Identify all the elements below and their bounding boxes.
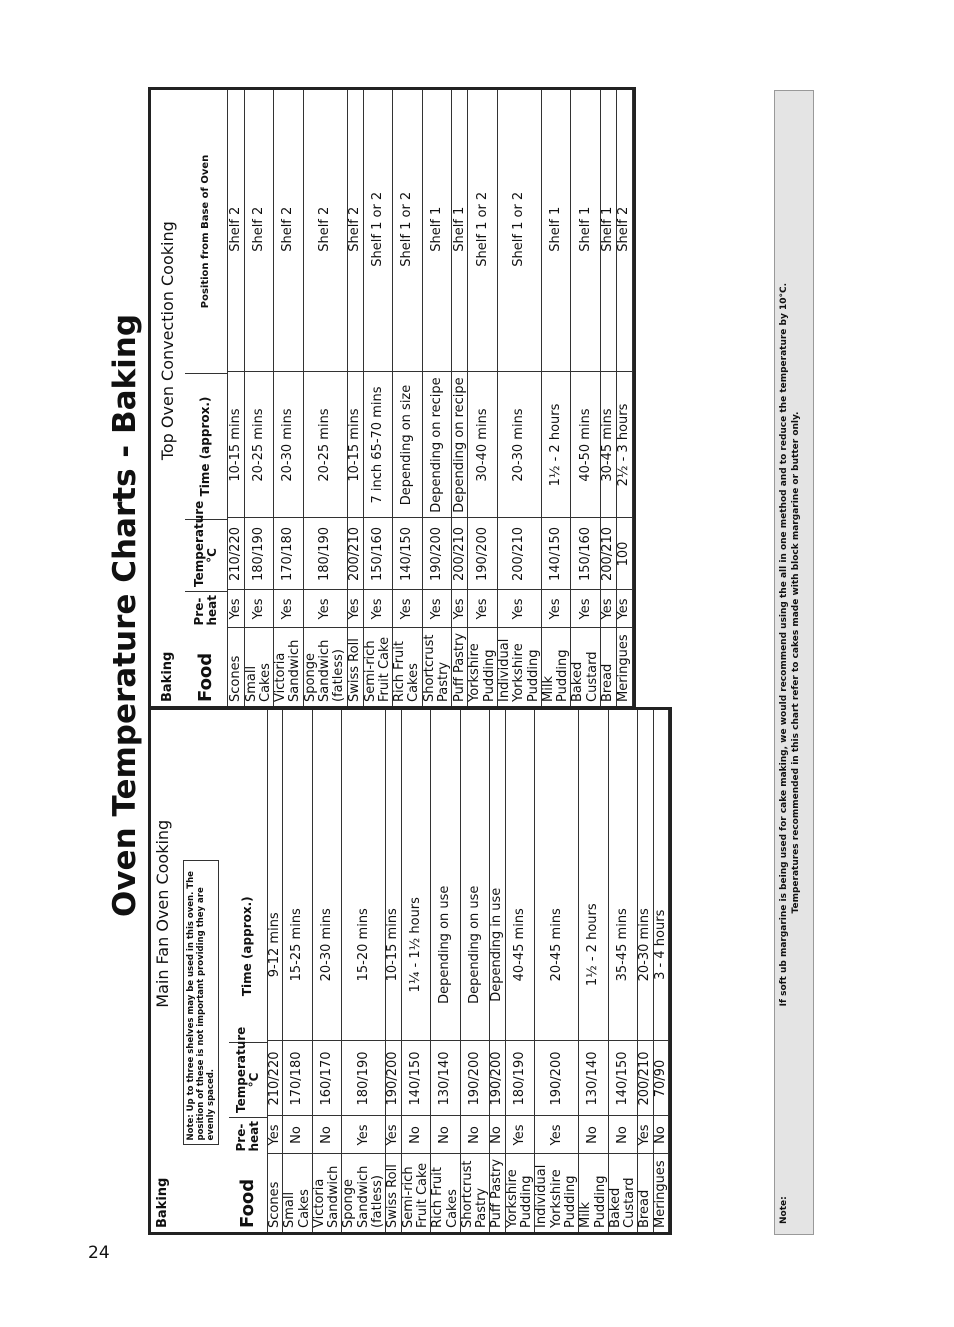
table-row <box>422 87 452 706</box>
position-header: Position from Base of Oven <box>185 88 228 373</box>
food-cell: Swiss Roll <box>347 628 363 706</box>
food-cell: Shortcrust Pastry <box>422 628 452 706</box>
temp-cell: 200/210 <box>497 518 541 590</box>
preheat-cell: No <box>283 1116 313 1154</box>
table-row <box>244 87 274 706</box>
food-cell: Individual Yorkshire Pudding <box>535 1154 579 1232</box>
shelf-cell: Shelf 1 or 2 <box>363 87 393 372</box>
preheat-cell: Yes <box>363 590 393 628</box>
food-cell: Individual Yorkshire Pudding <box>497 628 541 706</box>
shelf-cell: Shelf 2 <box>228 87 244 372</box>
shelf-cell: Shelf 2 <box>347 87 363 372</box>
time-cell: 30-45 mins <box>601 372 617 518</box>
top-oven-section-title: Top Oven Convection Cooking <box>158 221 178 461</box>
time-cell: 7 inch 65-70 mins <box>363 372 393 518</box>
preheat-cell: Yes <box>274 590 304 628</box>
food-cell: Small Cakes <box>283 1154 313 1232</box>
top-oven-table <box>148 87 636 709</box>
table-row <box>571 87 601 706</box>
time-cell: 9-12 mins <box>268 849 283 1041</box>
time-cell: 40-50 mins <box>571 372 601 518</box>
main-fan-rows <box>268 709 671 1234</box>
temp-cell: 140/150 <box>393 518 423 590</box>
footer-note-line1: If soft ub margarine is being used for cake making, we would recommend using the all in one method and to reduce the temperature by 10°C. <box>779 282 789 1007</box>
time-cell: 10-15 mins <box>228 372 244 518</box>
table-row <box>274 87 304 706</box>
food-cell: Victoria Sandwich <box>274 628 304 706</box>
table-row <box>386 707 401 1232</box>
food-cell: Meringues <box>617 628 633 706</box>
preheat-cell: Yes <box>505 1116 535 1154</box>
preheat-cell: Yes <box>541 590 571 628</box>
table-row <box>268 707 283 1232</box>
preheat-cell: Yes <box>228 590 244 628</box>
temp-cell: 190/200 <box>460 1041 490 1116</box>
main-fan-section-title: Main Fan Oven Cooking <box>152 819 172 1008</box>
time-cell: Depending on use <box>431 849 461 1041</box>
preheat-cell: Yes <box>617 590 633 628</box>
food-cell: Victoria Sandwich <box>312 1154 342 1232</box>
footer-note <box>774 90 814 1235</box>
time-cell: Depending on use <box>460 849 490 1041</box>
temp-cell: 200/210 <box>601 518 617 590</box>
preheat-cell: Yes <box>268 1116 283 1154</box>
table-row <box>535 707 579 1232</box>
temp-cell: 210/220 <box>268 1041 283 1116</box>
shelf-cell: Shelf 2 <box>617 87 633 372</box>
preheat-cell: No <box>608 1116 638 1154</box>
preheat-cell: Yes <box>342 1116 386 1154</box>
temp-cell: 200/210 <box>347 518 363 590</box>
temp-cell: 180/190 <box>505 1041 535 1116</box>
preheat-cell: Yes <box>571 590 601 628</box>
preheat-cell: Yes <box>535 1116 579 1154</box>
time-cell: 20-25 mins <box>303 372 347 518</box>
table-row <box>393 87 423 706</box>
table-row <box>303 87 347 706</box>
time-cell: 40-45 mins <box>505 849 535 1041</box>
food-cell: Yorkshire Pudding <box>505 1154 535 1232</box>
time-cell: Depending in use <box>490 849 505 1041</box>
temp-cell: 70/90 <box>653 1041 668 1116</box>
temp-cell: 140/150 <box>401 1041 431 1116</box>
food-cell: Yorkshire Pudding <box>468 628 498 706</box>
food-cell: Scones <box>268 1154 283 1232</box>
time-cell: 35-45 mins <box>608 849 638 1041</box>
page-title: Oven Temperature Charts - Baking <box>107 313 143 917</box>
table-row <box>228 87 244 706</box>
food-cell: Scones <box>228 628 244 706</box>
time-header: Time (approx.) <box>185 374 228 520</box>
table-row <box>283 707 313 1232</box>
time-header: Time (approx.) <box>229 851 268 1043</box>
time-cell: 20-30 mins <box>497 372 541 518</box>
preheat-cell: Yes <box>303 590 347 628</box>
temp-cell: 140/150 <box>608 1041 638 1116</box>
food-cell: Milk Pudding <box>541 628 571 706</box>
food-cell: Semi-rich Fruit Cake <box>363 628 393 706</box>
shelf-cell: Shelf 1 <box>422 87 452 372</box>
shelf-cell: Shelf 1 or 2 <box>468 87 498 372</box>
time-cell: 3 - 4 hours <box>653 849 668 1041</box>
food-header: Food <box>185 630 228 708</box>
preheat-cell: No <box>312 1116 342 1154</box>
table-row <box>638 707 653 1232</box>
preheat-header: Pre- heat <box>229 1118 268 1156</box>
preheat-cell: No <box>460 1116 490 1154</box>
time-cell: Depending on recipe <box>422 372 452 518</box>
top-oven-baking-label: Baking <box>160 651 176 702</box>
table-row <box>497 87 541 706</box>
food-cell: Rich Fruit Cakes <box>393 628 423 706</box>
table-row <box>363 87 393 706</box>
table-row <box>312 707 342 1232</box>
food-cell: Small Cakes <box>244 628 274 706</box>
top-oven-rows <box>228 88 635 707</box>
preheat-cell: No <box>431 1116 461 1154</box>
time-cell: 10-15 mins <box>347 372 363 518</box>
time-cell: 20-25 mins <box>244 372 274 518</box>
food-cell: Bread <box>638 1154 653 1232</box>
food-cell: Shortcrust Pastry <box>460 1154 490 1232</box>
table-row <box>579 707 609 1232</box>
temp-cell: 170/180 <box>283 1041 313 1116</box>
table-row <box>653 707 668 1232</box>
shelf-cell: Shelf 2 <box>274 87 304 372</box>
preheat-cell: Yes <box>347 590 363 628</box>
food-cell: Semi-rich Fruit Cake <box>401 1154 431 1232</box>
shelf-cell: Shelf 1 <box>571 87 601 372</box>
temperature-header: Temperature °C <box>185 520 228 592</box>
temperature-header: Temperature °C <box>229 1043 268 1118</box>
preheat-cell: Yes <box>638 1116 653 1154</box>
shelf-cell: Shelf 2 <box>244 87 274 372</box>
food-cell: Baked Custard <box>571 628 601 706</box>
food-cell: Rich Fruit Cakes <box>431 1154 461 1232</box>
temp-cell: 180/190 <box>342 1041 386 1116</box>
temp-cell: 150/160 <box>571 518 601 590</box>
table-row <box>541 87 571 706</box>
preheat-cell: Yes <box>497 590 541 628</box>
preheat-cell: Yes <box>601 590 617 628</box>
table-row <box>468 87 498 706</box>
food-cell: Meringues <box>653 1154 668 1232</box>
temp-cell: 190/200 <box>535 1041 579 1116</box>
time-cell: 20-30 mins <box>312 849 342 1041</box>
temp-cell: 190/200 <box>386 1041 401 1116</box>
food-cell: Puff Pastry <box>490 1154 505 1232</box>
shelf-cell: Shelf 1 <box>601 87 617 372</box>
table-row <box>401 707 431 1232</box>
food-cell: Sponge Sandwich (fatless) <box>303 628 347 706</box>
temp-cell: 140/150 <box>541 518 571 590</box>
preheat-cell: Yes <box>386 1116 401 1154</box>
preheat-cell: Yes <box>422 590 452 628</box>
table-row <box>347 87 363 706</box>
temp-cell: 210/220 <box>228 518 244 590</box>
preheat-cell: Yes <box>244 590 274 628</box>
footer-note-line2: Temperatures recommended in this chart refer to cakes made with block margarine or butter only. <box>790 411 801 914</box>
time-cell: 10-15 mins <box>386 849 401 1041</box>
time-cell: 20-30 mins <box>274 372 304 518</box>
table-row <box>452 87 468 706</box>
food-cell: Puff Pastry <box>452 628 468 706</box>
temp-cell: 150/160 <box>363 518 393 590</box>
time-cell: Depending on recipe <box>452 372 468 518</box>
table-row <box>431 707 461 1232</box>
temp-cell: 130/140 <box>431 1041 461 1116</box>
temp-cell: 200/210 <box>638 1041 653 1116</box>
time-cell: 15-20 mins <box>342 849 386 1041</box>
food-cell: Milk Pudding <box>579 1154 609 1232</box>
temp-cell: 190/200 <box>422 518 452 590</box>
food-cell: Swiss Roll <box>386 1154 401 1232</box>
temp-cell: 190/200 <box>490 1041 505 1116</box>
time-cell: 20-30 mins <box>638 849 653 1041</box>
time-cell: 30-40 mins <box>468 372 498 518</box>
food-cell: Baked Custard <box>608 1154 638 1232</box>
preheat-cell: No <box>490 1116 505 1154</box>
shelf-cell: Shelf 1 <box>452 87 468 372</box>
temp-cell: 180/190 <box>244 518 274 590</box>
temp-cell: 200/210 <box>452 518 468 590</box>
time-cell: 1½ - 2 hours <box>579 849 609 1041</box>
shelf-cell: Shelf 1 or 2 <box>497 87 541 372</box>
time-cell: Depending on size <box>393 372 423 518</box>
page-number: 24 <box>88 1243 110 1263</box>
temp-cell: 100 <box>617 518 633 590</box>
preheat-cell: No <box>579 1116 609 1154</box>
main-fan-baking-label: Baking <box>154 1177 170 1228</box>
shelf-cell: Shelf 1 <box>541 87 571 372</box>
preheat-cell: Yes <box>393 590 423 628</box>
preheat-cell: Yes <box>468 590 498 628</box>
preheat-cell: No <box>653 1116 668 1154</box>
temp-cell: 130/140 <box>579 1041 609 1116</box>
rotated-content <box>100 90 860 1235</box>
shelves-note: Note: Up to three shelves may be used in this oven. The position of these is not important providing they are evenly spaced. <box>183 861 220 1146</box>
footer-note-label: Note: <box>779 1196 789 1224</box>
table-row <box>608 707 638 1232</box>
table-row <box>505 707 535 1232</box>
time-cell: 15-25 mins <box>283 849 313 1041</box>
food-cell: Sponge Sandwich (fatless) <box>342 1154 386 1232</box>
time-cell: 2½ - 3 hours <box>617 372 633 518</box>
time-cell: 1¼ - 1½ hours <box>401 849 431 1041</box>
table-row <box>460 707 490 1232</box>
main-fan-oven-table <box>148 707 672 1235</box>
temp-cell: 170/180 <box>274 518 304 590</box>
temp-cell: 180/190 <box>303 518 347 590</box>
temp-cell: 160/170 <box>312 1041 342 1116</box>
preheat-cell: Yes <box>452 590 468 628</box>
time-cell: 1½ - 2 hours <box>541 372 571 518</box>
table-row <box>490 707 505 1232</box>
table-row <box>617 87 633 706</box>
shelf-cell: Shelf 2 <box>303 87 347 372</box>
food-cell: Bread <box>601 628 617 706</box>
shelf-cell: Shelf 1 or 2 <box>393 87 423 372</box>
preheat-cell: No <box>401 1116 431 1154</box>
temp-cell: 190/200 <box>468 518 498 590</box>
table-row <box>342 707 386 1232</box>
preheat-header: Pre- heat <box>185 592 228 630</box>
food-header: Food <box>229 1156 268 1234</box>
table-row <box>601 87 617 706</box>
time-cell: 20-45 mins <box>535 849 579 1041</box>
